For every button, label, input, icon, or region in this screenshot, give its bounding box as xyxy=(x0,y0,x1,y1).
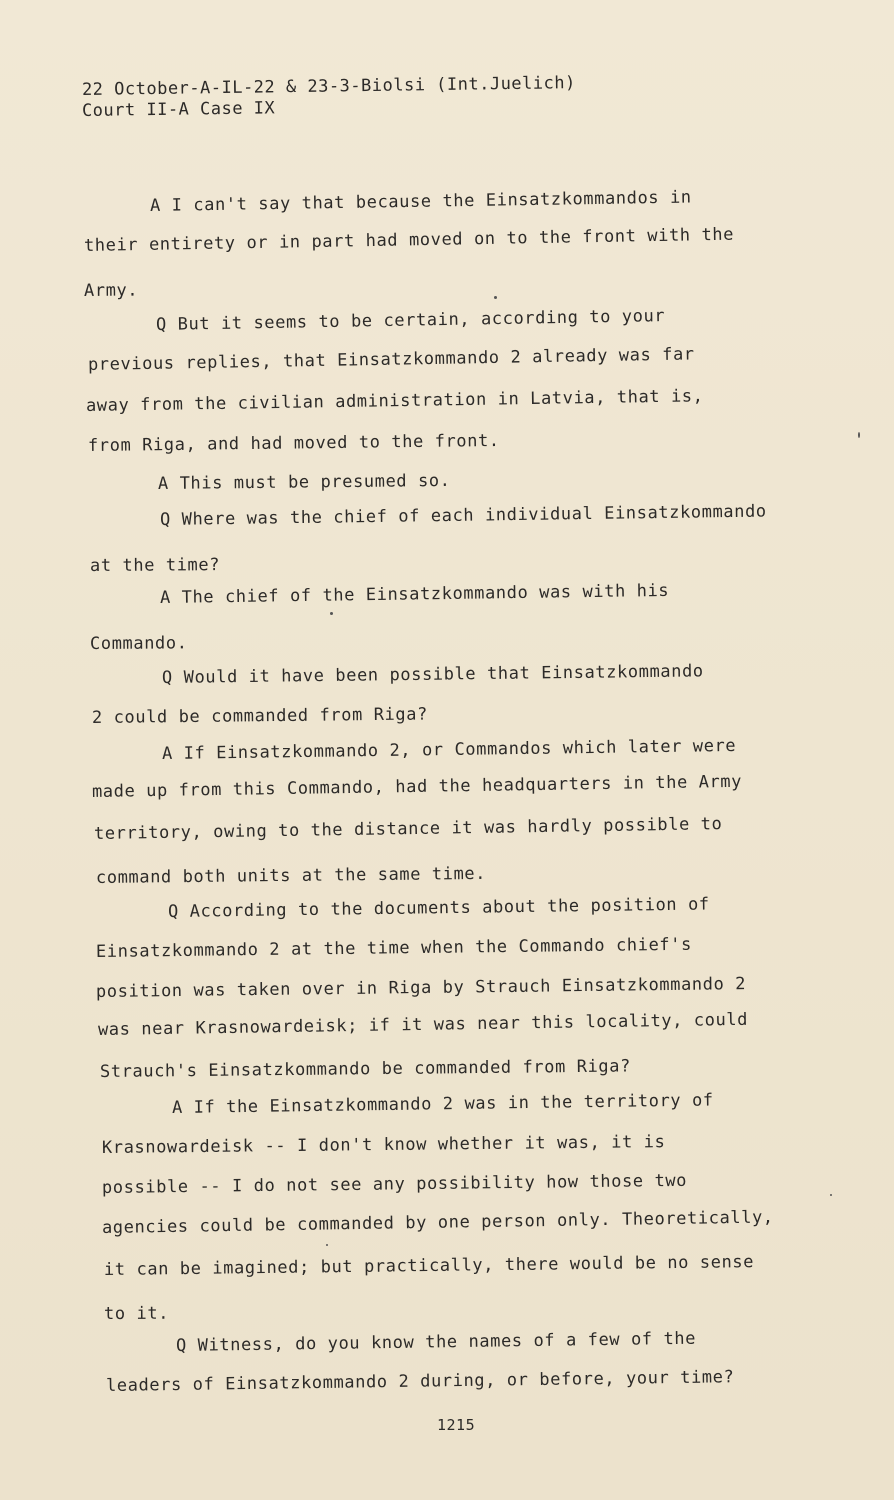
text-line: Strauch's Einsatzkommando be commanded from Riga? xyxy=(99,1056,631,1082)
text-line: Q Witness, do you know the names of a few of the xyxy=(175,1328,697,1356)
ink-speck xyxy=(830,1194,832,1196)
text-line: Q But it seems to be certain, according to your xyxy=(155,306,666,335)
text-line: made up from this Commando, had the headquarters in the Army xyxy=(91,771,743,802)
text-line: agencies could be commanded by one person only. Theoretically, xyxy=(101,1207,774,1238)
text-line: position was taken over in Riga by Strauch Einsatzkommando 2 xyxy=(95,974,747,1002)
text-line: command both units at the same time. xyxy=(95,863,487,888)
text-line: A If Einsatzkommando 2, or Commandos which later were xyxy=(161,735,737,764)
page-number: 1215 xyxy=(437,1416,476,1434)
header-line-1: 22 October-A-IL-22 & 23-3-Biolsi (Int.Juelich) xyxy=(81,73,576,100)
text-line: Einsatzkommando 2 at the time when the Commando chief's xyxy=(95,934,692,962)
text-line: away from the civilian administration in Latvia, that is, xyxy=(85,386,704,416)
text-line: it can be imagined; but practically, there would be no sense xyxy=(103,1252,755,1280)
text-line: previous replies, that Einsatzkommando 2 already was far xyxy=(87,344,695,375)
header-line-2: Court II-A Case IX xyxy=(81,98,276,121)
ink-speck xyxy=(494,296,497,299)
text-line: at the time? xyxy=(89,555,221,576)
ink-speck xyxy=(326,1244,328,1246)
text-line: from Riga, and had moved to the front. xyxy=(87,430,500,456)
text-line: was near Krasnowardeisk; if it was near this locality, could xyxy=(97,1009,749,1040)
text-line: Krasnowardeisk -- I don't know whether it was, it is xyxy=(101,1132,666,1158)
text-line: A I can't say that because the Einsatzkommandos in xyxy=(149,187,692,216)
text-line: leaders of Einsatzkommando 2 during, or before, your time? xyxy=(105,1367,735,1396)
text-line: possible -- I do not see any possibility how those two xyxy=(101,1170,688,1198)
text-line: 2 could be commanded from Riga? xyxy=(91,704,428,728)
text-line: Commando. xyxy=(89,633,188,654)
text-line: Q Would it have been possible that Einsatzkommando xyxy=(161,661,704,688)
ink-speck xyxy=(330,612,333,615)
ink-speck xyxy=(858,432,860,438)
text-line: to it. xyxy=(103,1303,170,1324)
text-line: A This must be presumed so. xyxy=(157,470,451,494)
text-line: Q According to the documents about the position of xyxy=(167,894,710,922)
text-line: their entirety or in part had moved on to the front with the xyxy=(83,224,735,256)
text-line: territory, owing to the distance it was hardly possible to xyxy=(93,814,723,844)
text-line: Army. xyxy=(83,280,139,301)
text-line: A The chief of the Einsatzkommando was with his xyxy=(159,580,670,608)
text-line: A If the Einsatzkommando 2 was in the territory of xyxy=(171,1090,714,1118)
text-line: Q Where was the chief of each individual Einsatzkommando xyxy=(159,501,767,530)
